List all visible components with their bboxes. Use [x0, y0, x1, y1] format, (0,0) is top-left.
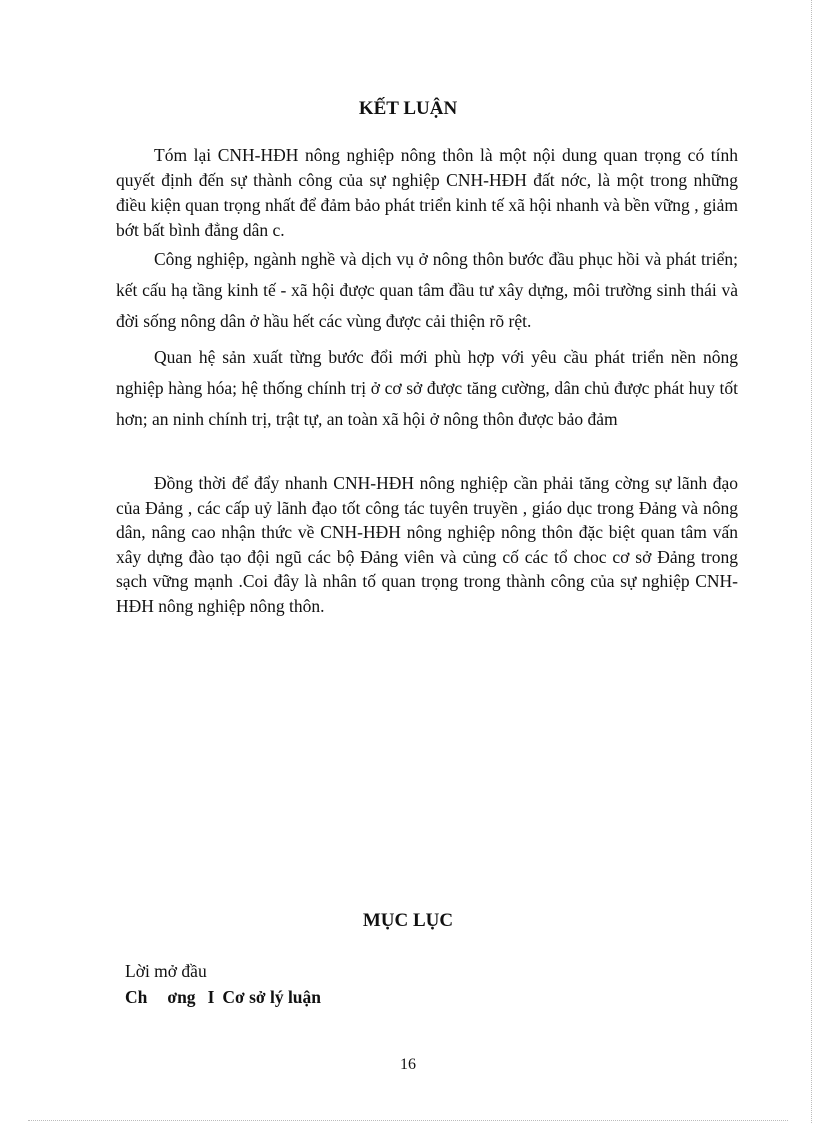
toc-chapter-number: I	[207, 987, 215, 1007]
toc-chapter-word-part-1: Ch	[125, 987, 148, 1007]
table-of-contents-title: MỤC LỤC	[362, 910, 454, 931]
conclusion-title: KẾT LUẬN	[358, 98, 458, 119]
page-number: 16	[400, 1056, 416, 1073]
toc-chapter-word-part-2: ơng	[167, 987, 196, 1007]
right-margin-divider	[811, 0, 812, 1123]
conclusion-paragraph-2: Công nghiệp, ngành nghề và dịch vụ ở nông thôn bước đầu phục hồi và phát triển; kết cấu hạ tầng kinh tế - xã hội được quan tâm đầu tư xây dựng, môi trường sinh thái và đời sống nông dân ở hầu hết các vùng được cải thiện rõ rệt.	[116, 249, 738, 331]
conclusion-paragraph-3: Quan hệ sản xuất từng bước đổi mới phù hợp với yêu cầu phát triển nền nông nghiệp hàng hóa; hệ thống chính trị ở cơ sở được tăng cường, dân chủ được phát huy tốt hơn; an ninh chính trị, trật tự, an toàn xã hội ở nông thôn được bảo đảm	[116, 347, 738, 429]
toc-entry-introduction: Lời mở đầu	[125, 961, 207, 981]
conclusion-paragraph-1: Tóm lại CNH-HĐH nông nghiệp nông thôn là một nội dung quan trọng có tính quyết định đến sự thành công của sự nghiệp CNH-HĐH đất nớc, là một trong những điều kiện quan trọng nhất để đảm bảo phát triển kinh tế xã hội nhanh và bền vững , giảm bớt bất bình đẳng dân c.	[116, 145, 738, 240]
toc-chapter-title: Cơ sở lý luận	[222, 987, 322, 1007]
footer-divider	[28, 1120, 788, 1121]
toc-entry-chapter-1	[125, 987, 321, 1008]
conclusion-paragraph-4: Đồng thời để đẩy nhanh CNH-HĐH nông nghiệp cần phải tăng cờng sự lãnh đạo của Đảng , các cấp uỷ lãnh đạo tốt công tác tuyên truyền , giáo dục trong Đảng và nông dân, nâng cao nhận thức về CNH-HĐH nông nghiệp nông thôn đặc biệt quan tâm vấn xây dựng đào tạo đội ngũ các bộ Đảng viên và củng cố các tổ choc cơ sở Đảng trong sạch vững mạnh .Coi đây là nhân tố quan trọng trong thành công của sự nghiệp CNH-HĐH nông nghiệp nông thôn.	[116, 473, 738, 616]
